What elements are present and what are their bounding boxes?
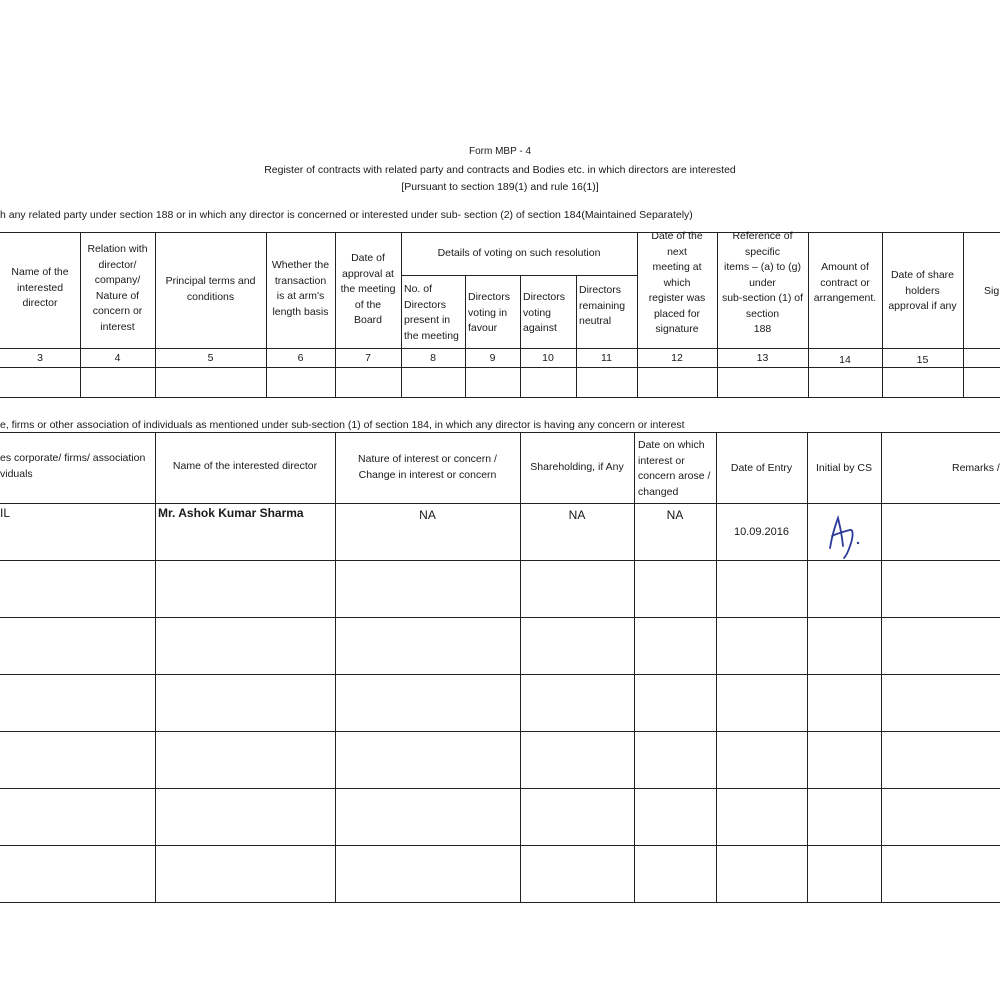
- column-number: 8: [430, 352, 436, 364]
- header-nature-of-interest: Nature of interest or concern / Change in interest or concern: [358, 453, 497, 481]
- header-next-meeting: Date of the next meeting at which register was placed for signature: [648, 230, 706, 335]
- header-reference-items: Reference of specific items – (a) to (g) under sub-section (1) of section 188: [721, 230, 804, 335]
- column-number: 12: [671, 352, 683, 364]
- header-remarks: Remarks /: [952, 462, 1000, 474]
- header-arms-length: Whether the transaction is at arm's length basis: [271, 259, 330, 318]
- column-number: 4: [114, 352, 121, 364]
- header-name-of-director: Name of the interested director: [11, 266, 69, 309]
- column-number: 6: [297, 352, 304, 364]
- cell-date-concern-arose: NA: [666, 508, 684, 522]
- cell-director-name: Mr. Ashok Kumar Sharma: [158, 506, 304, 520]
- header-date-concern-arose: Date on which interest or concern arose / changed: [638, 439, 711, 498]
- header-relation: Relation with director/ company/ Nature of concern or interest: [87, 243, 148, 333]
- header-directors-against: Directors voting against: [523, 291, 566, 334]
- column-number: 3: [37, 352, 43, 364]
- column-number: 15: [916, 354, 929, 366]
- column-number: 9: [489, 352, 496, 364]
- part-a-caption: h any related party under section 188 or in which any director is concerned or interested under sub- section (2) of section 184(Maintained Separately): [0, 209, 693, 221]
- header-initial-by-cs: Initial by CS: [815, 462, 873, 474]
- column-number: 7: [365, 352, 371, 364]
- header-share-approval: Date of share holders approval if any: [888, 269, 957, 312]
- cell-date-of-entry: 10.09.2016: [733, 526, 790, 538]
- header-voting-details: Details of voting on such resolution: [437, 247, 601, 259]
- header-date-of-entry: Date of Entry: [730, 462, 793, 474]
- header-directors-present: No. of Directors present in the meeting: [404, 283, 459, 342]
- header-amount: Amount of contract or arrangement.: [813, 261, 877, 304]
- cell-bodies-corporate: IL: [0, 506, 11, 520]
- header-shareholding: Shareholding, if Any: [530, 461, 624, 473]
- form-pursuant: [Pursuant to section 189(1) and rule 16(1)]: [401, 181, 599, 193]
- header-directors-favour: Directors voting in favour: [468, 291, 511, 334]
- header-principal-terms: Principal terms and conditions: [165, 275, 256, 303]
- column-number: 14: [839, 354, 851, 366]
- column-number: 11: [601, 352, 612, 364]
- cell-nature-of-interest: NA: [419, 508, 436, 522]
- column-number: 5: [207, 352, 214, 364]
- header-signature-partial: Sig: [984, 285, 1000, 297]
- handwritten-initials-signature-icon: [820, 512, 870, 562]
- part-b-caption: e, firms or other association of individuals as mentioned under sub-section (1) of section 184, in which any director is having any concern or interest: [0, 419, 685, 431]
- header-bodies-corporate: es corporate/ firms/ association viduals: [0, 452, 146, 480]
- form-title: Register of contracts with related party and contracts and Bodies etc. in which directors are interested: [264, 164, 736, 176]
- column-number: 13: [756, 352, 769, 364]
- header-date-of-approval: Date of approval at the meeting of the Board: [340, 252, 396, 326]
- header-interested-director: Name of the interested director: [172, 460, 318, 472]
- cell-shareholding: NA: [568, 508, 586, 522]
- header-directors-neutral: Directors remaining neutral: [579, 284, 626, 327]
- form-code: Form MBP - 4: [468, 146, 532, 157]
- column-number: 10: [542, 352, 554, 364]
